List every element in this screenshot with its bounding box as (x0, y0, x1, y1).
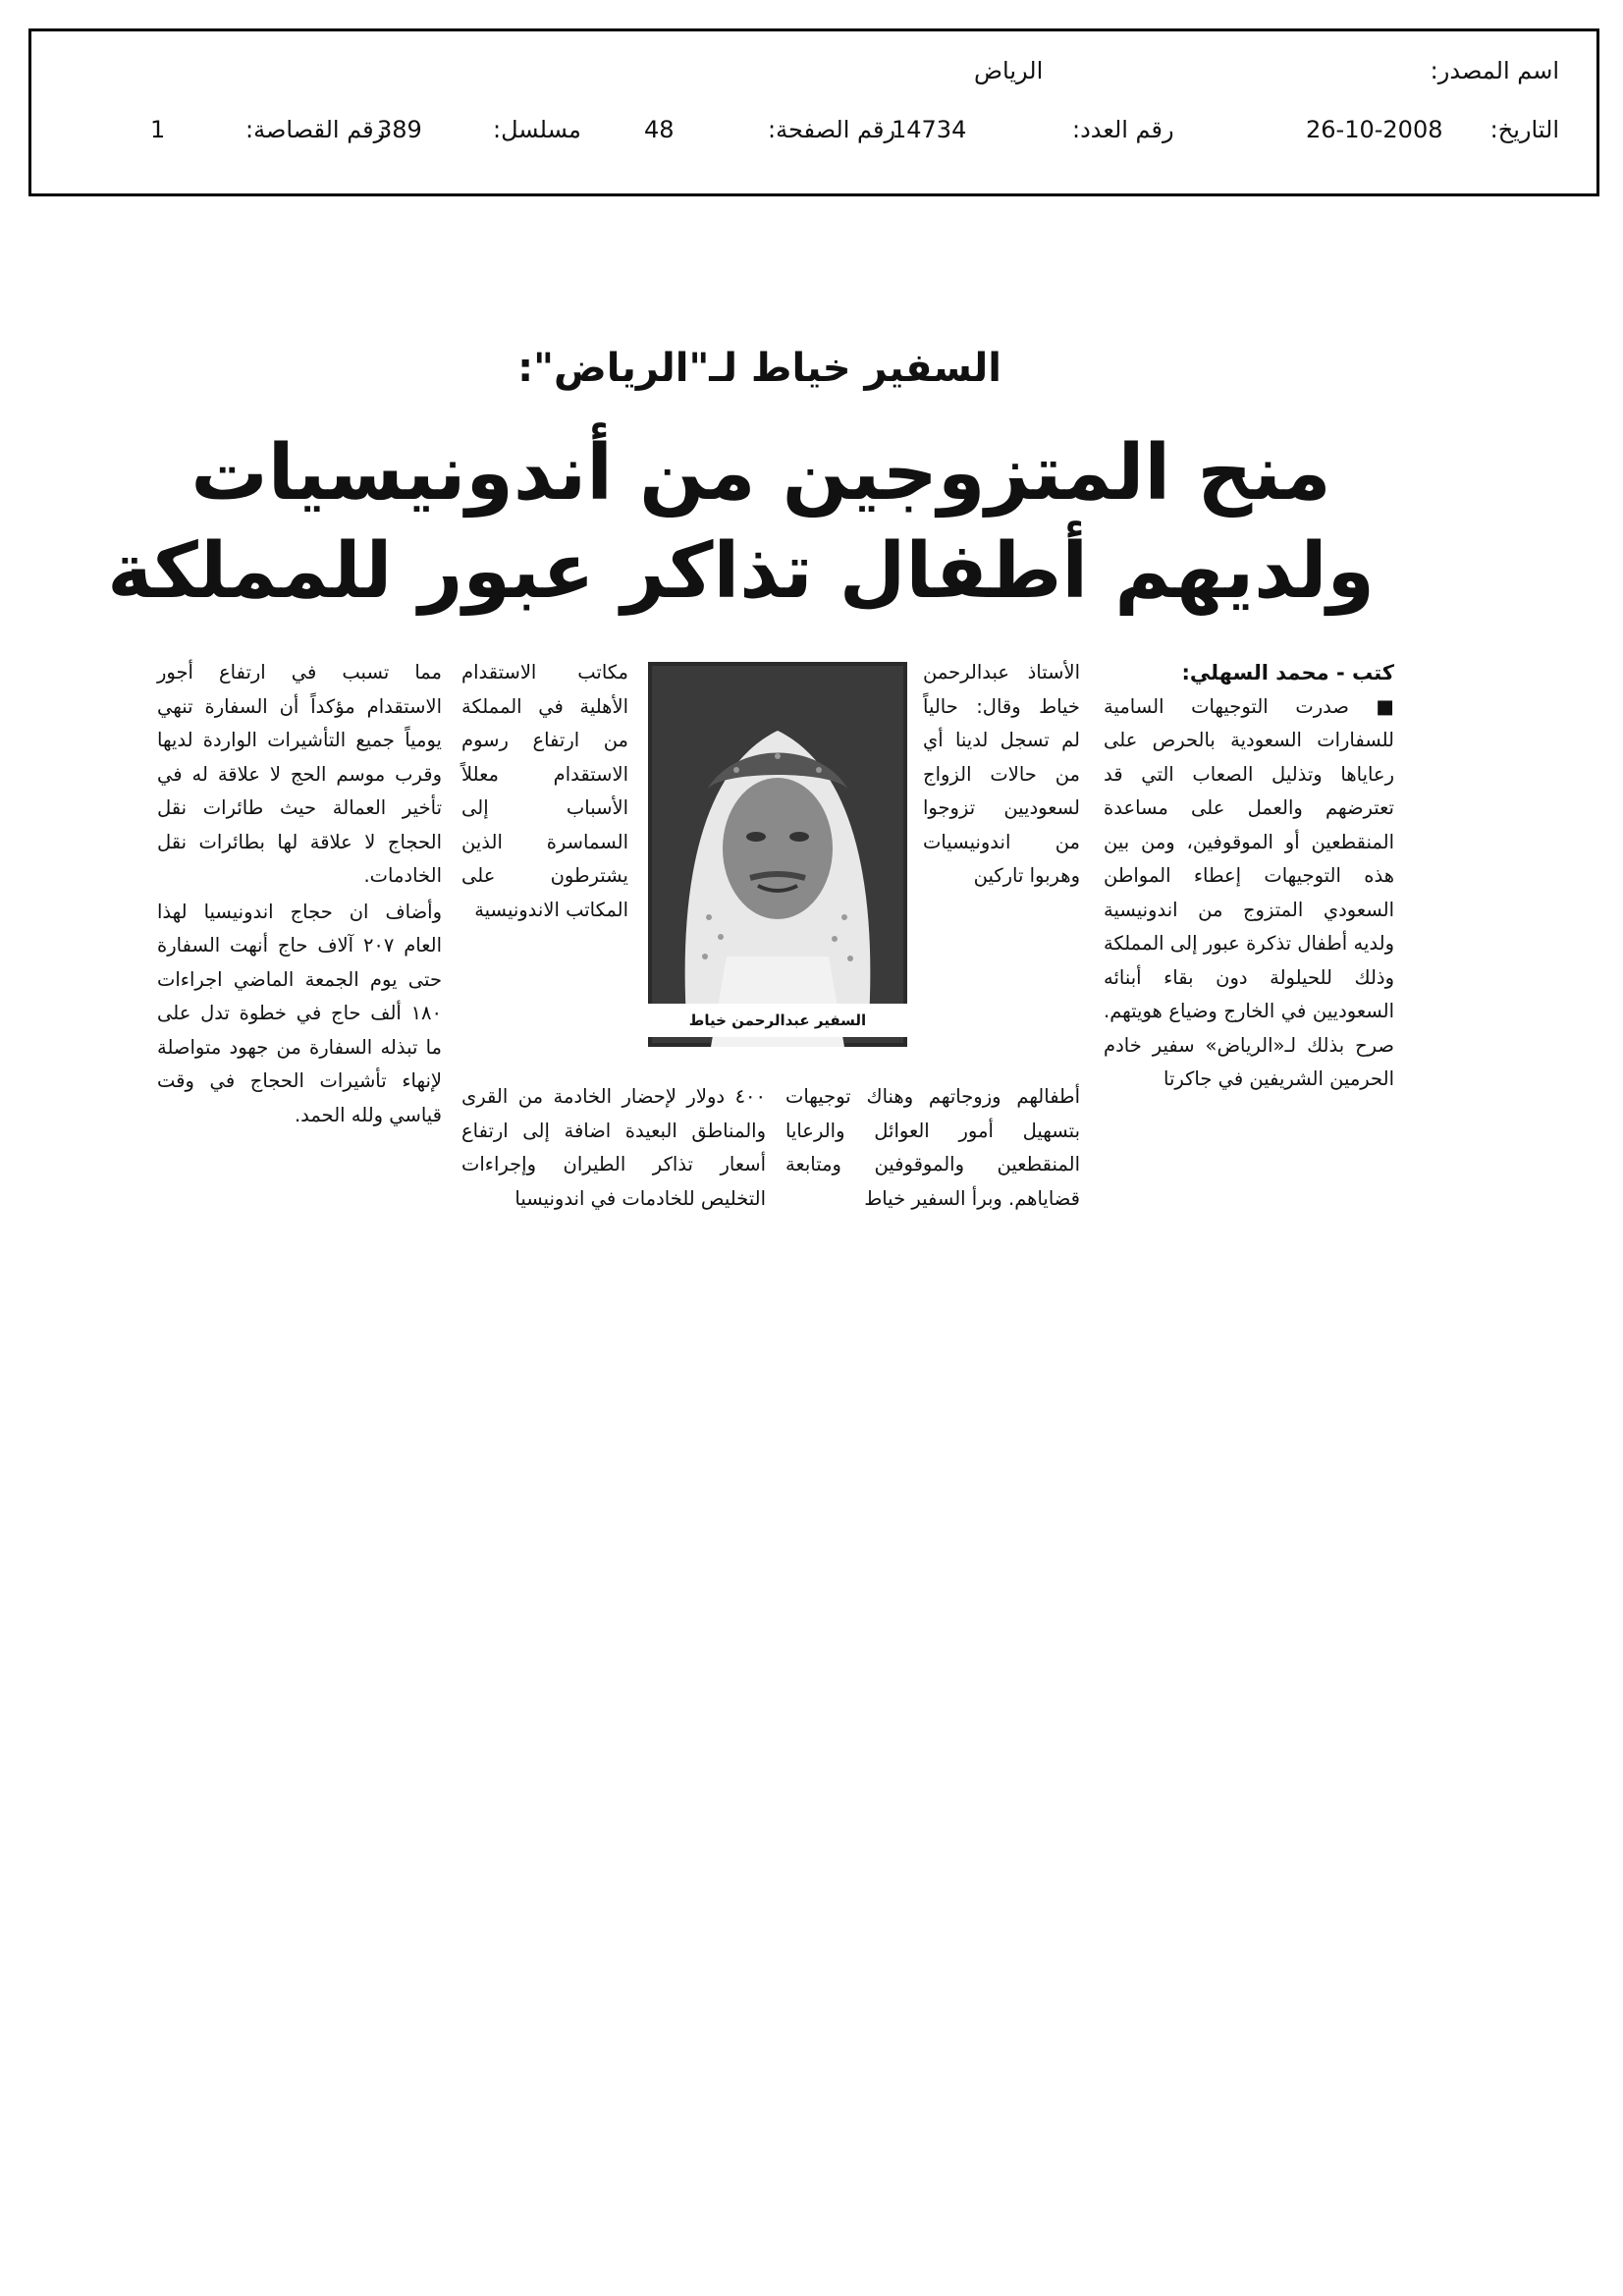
date-label: التاريخ: (1489, 116, 1559, 143)
column-4-text: مما تسبب في ارتفاع أجور الاستقدام مؤكداً أن السفارة تنهي يومياً جميع التأشيرات الواردة لديها وقرب موسم الحج لا علاقة له في تأخير العمالة حيث طائرات نقل الحجاج لا علاقة لها بطائرات نقل الخادمات. (157, 661, 442, 887)
page-label: رقم الصفحة: (768, 116, 896, 143)
article-column-3-continued (461, 1080, 766, 1216)
column-1-text: ■ صدرت التوجيهات السامية للسفارات السعودية بالحرص على رعاياها وتذليل الصعاب التي قد تعترضهم والعمل على مساعدة المنقطعين أو الموقوفين، ومن بين هذه التوجيهات إعطاء المواطن السعودي المتزوج من اندونيسية ولديه أطفال تذكرة عبور إلى المملكة وذلك للحيلولة دون بقاء أبنائه السعوديين في الخارج وضياع هويتهم. صرح بذلك لـ«الرياض» سفير خادم الحرمين الشريفين في جاكرتا (1104, 694, 1394, 1090)
clipping-metadata-box (28, 28, 1599, 196)
article-column-4 (157, 656, 442, 1134)
column-3-text: مكاتب الاستقدام الأهلية في المملكة من ارتفاع رسوم الاستقدام معللاً الأسباب إلى السماسرة الذين يشترطون على المكاتب الاندونيسية (461, 661, 628, 921)
article-column-2 (923, 656, 1080, 896)
column-2-text: الأستاذ عبدالرحمن خياط وقال: حالياً لم تسجل لدينا أي من حالات الزواج لسعوديين تزوجوا من اندونيسيات وهربوا تاركين (923, 661, 1080, 887)
column-2-continued-text: أطفالهم وزوجاتهم وهناك توجيهات بتسهيل أمور العوائل والرعايا المنقطعين والموقوفين ومتابعة قضاياهم. وبرأ السفير خياط (785, 1085, 1080, 1210)
article-column-3 (461, 656, 628, 929)
photo-caption: السفير عبدالرحمن خياط (648, 1004, 907, 1037)
issue-value: 14734 (892, 116, 967, 143)
clip-value: 1 (150, 116, 166, 143)
article-column-1 (1104, 656, 1394, 1099)
article-column-2-continued (785, 1080, 1080, 1216)
source-value: الرياض (974, 57, 1044, 84)
headline-line-2: ولديهم أطفال تذاكر عبور للمملكة (107, 527, 1375, 616)
issue-label: رقم العدد: (1072, 116, 1174, 143)
page-value: 48 (644, 116, 675, 143)
headline-line-1: منح المتزوجين من أندونيسيات (190, 429, 1331, 518)
ambassador-photo (648, 662, 907, 1047)
article-byline: كتب - محمد السهلي: (1181, 661, 1394, 684)
column-3-continued-text: ٤٠٠ دولار لإحضار الخادمة من القرى والمناطق البعيدة اضافة إلى ارتفاع أسعار تذاكر الطيران وإجراءات التخليص للخادمات في اندونيسيا (461, 1085, 766, 1210)
serial-value: 389 (377, 116, 422, 143)
source-label: اسم المصدر: (1430, 57, 1559, 84)
article-kicker: السفير خياط لـ"الرياض": (517, 346, 1001, 391)
clip-label: رقم القصاصة: (245, 116, 386, 143)
metadata-row-source (31, 57, 1596, 96)
portrait-image (648, 662, 907, 1047)
column-4-paragraph-2: وأضاف ان حجاج اندونيسيا لهذا العام ٢٠٧ آلاف حاج أنهت السفارة حتى يوم الجمعة الماضي اجراءات ١٨٠ ألف حاج في خطوة تدل على ما تبذله السفارة من جهود متواصلة لإنهاء تأشيرات الحجاج في وقت قياسي ولله الحمد. (157, 900, 442, 1126)
serial-label: مسلسل: (493, 116, 581, 143)
metadata-row-details (31, 116, 1596, 155)
article-headline (107, 424, 1375, 621)
date-value: 26-10-2008 (1306, 116, 1443, 143)
